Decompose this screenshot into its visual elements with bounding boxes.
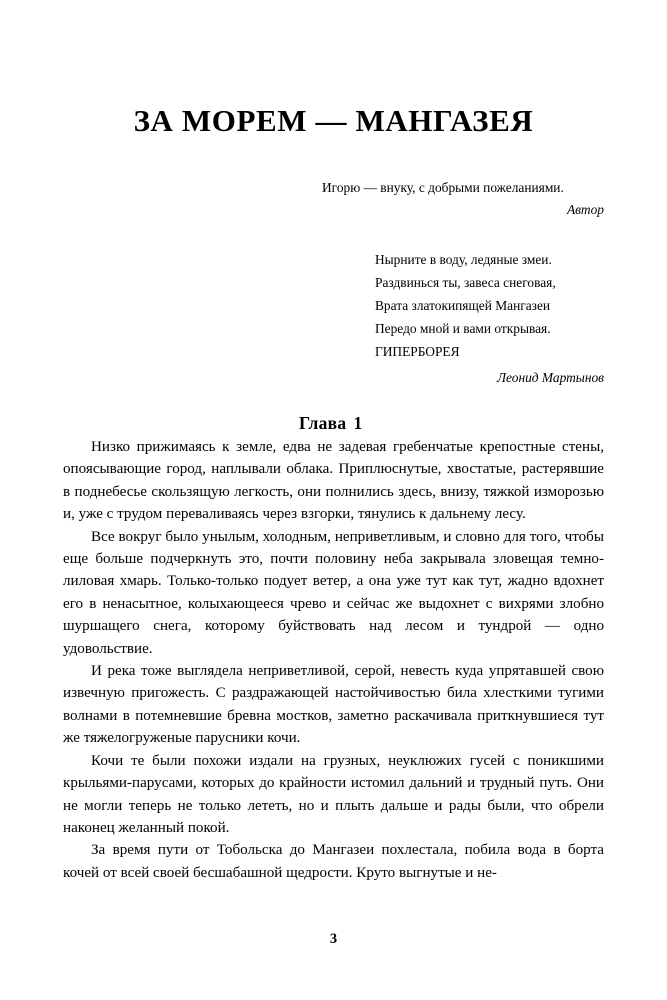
paragraph: И река тоже выглядела неприветливой, серой, невесть куда упрятавшей свою извечную пригожесть. С раздражающей настойчивостью била хлесткими тугими волнами в потемневшие бревна мостков, заметно раскачивала приткнувшиеся тут же тяжелогруженые парусники кочи.: [63, 663, 604, 747]
dedication-signature: Автор: [566, 201, 604, 217]
paragraph: Кочи те были похожи издали на грузных, неуклюжих гусей с поникшими крыльями-парусами, которых до крайности истомил дальний и трудный путь. Они не могли теперь не только лететь, но и плыть дальше и рады были, что обрели наконец желанный покой.: [63, 752, 604, 836]
paragraph: За время пути от Тобольска до Мангазеи похлестала, побила вода в борта кочей от всей своей бесшабашной щедрости. Круто выгнутые и не-: [63, 842, 604, 881]
epigraph-line-3: Врата златокипящей Мангазеи: [375, 298, 551, 314]
page-title: ЗА МОРЕМ — МАНГАЗЕЯ: [133, 102, 534, 138]
epigraph-source: ГИПЕРБОРЕЯ: [375, 344, 460, 360]
dedication-text: Игорю — внуку, с добрыми пожеланиями.: [322, 180, 564, 195]
page-number: 3: [329, 931, 338, 947]
paragraph: Все вокруг было унылым, холодным, неприветливым, и словно для того, чтобы еще больше подчеркнуть это, почти половину неба закрывала зловещая темно-лиловая хмарь. Только-только подует ветер, а она уже тут как тут, жадно вдохнет его в ненасытное, колыхающееся чрево и сейчас же выдохнет с вихрями злобно шуршащего снега, которому буйствовать над лесом и тундрой — одно удовольствие.: [63, 528, 604, 657]
epigraph-block: [375, 248, 604, 389]
chapter-number: 1: [353, 412, 363, 433]
paragraph: Низко прижимаясь к земле, едва не задевая гребенчатые крепостные стены, опоясывающие город, наплывали облака. Приплюснутые, хвостатые, растерявшие в поднебесье скользящую легкость, они полнились здесь, внизу, тяжкой изморозью и, уже с трудом переваливаясь через взгорки, тянулись к дальнему лесу.: [63, 439, 604, 523]
body-text: [63, 436, 604, 884]
chapter-heading: [299, 413, 363, 434]
epigraph-attribution: Леонид Мартынов: [496, 370, 604, 386]
epigraph-line-2: Раздвинься ты, завеса снеговая,: [375, 275, 556, 291]
epigraph-line-1: Нырните в воду, ледяные змеи.: [375, 252, 552, 267]
chapter-label: Глава: [299, 412, 347, 433]
epigraph-line-4: Передо мной и вами открывая.: [375, 321, 551, 337]
dedication-block: [322, 178, 604, 221]
